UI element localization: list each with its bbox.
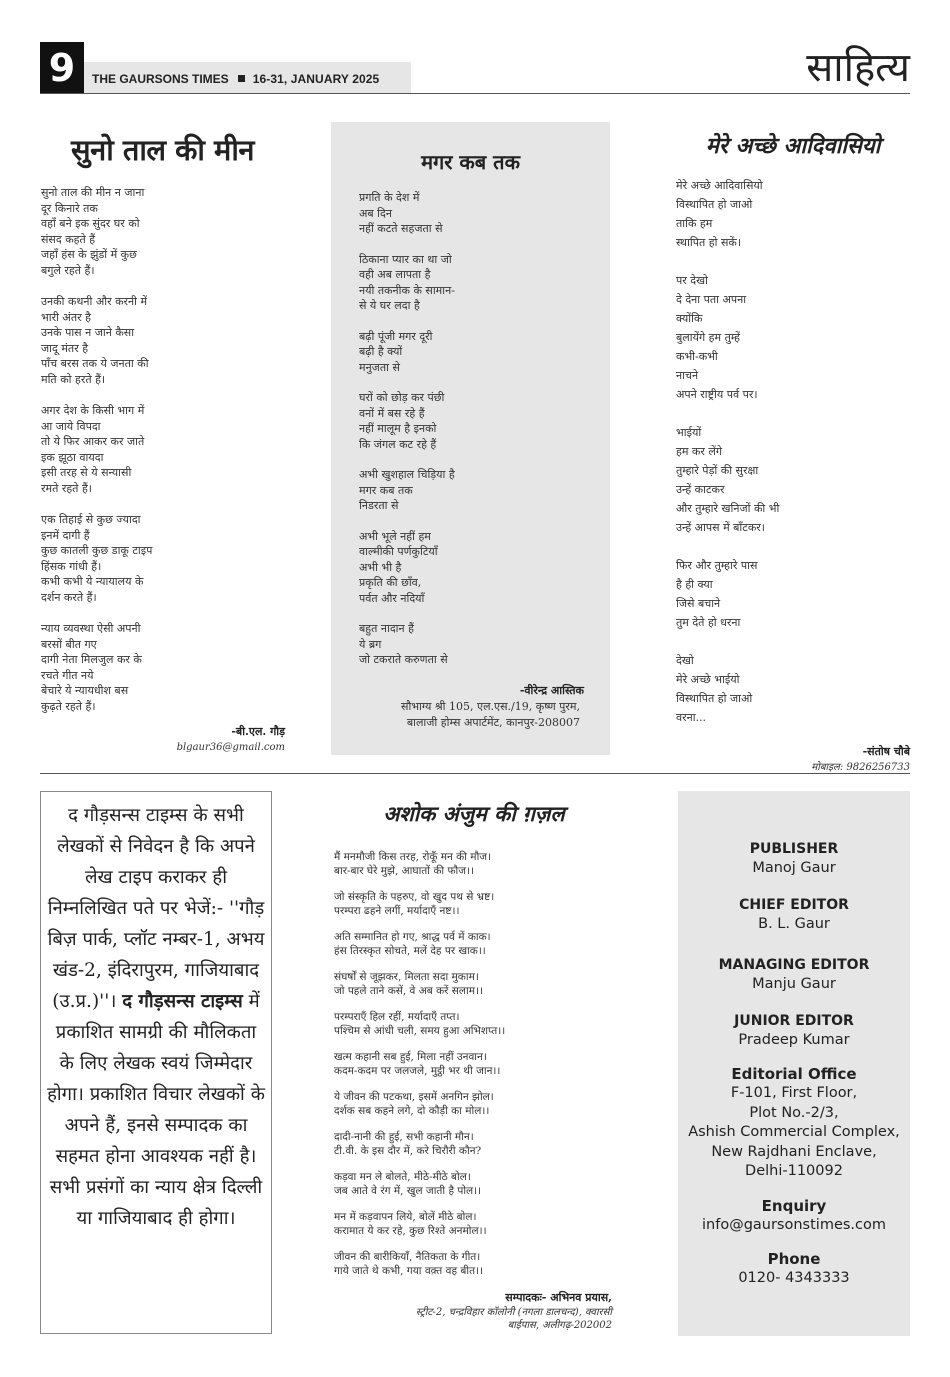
separator-square-icon: [238, 75, 245, 82]
poem-line: सुनो ताल की मीन न जाना: [41, 186, 145, 199]
poem-title: मेरे अच्छे आदिवासियो: [705, 133, 881, 159]
poem-stanza: [676, 176, 910, 252]
poem-line: अपने राष्ट्रीय पर्व पर।: [676, 388, 758, 401]
poem-mere-achhe-adivasiyo: [676, 130, 910, 775]
ghazal-title: अशोक अंजुम की ग़ज़ल: [383, 801, 565, 826]
top-divider: [40, 93, 910, 94]
poem-line: क्योंकि: [676, 312, 703, 325]
notice-text: में प्रकाशित सामग्री की मौलिकता के लिए लेखक स्वयं जिम्मेदार होगा। प्रकाशित विचार लेखकों के अपने हैं, इनसे सम्पादक का सहमत होना आवश्यक नहीं है। सभी प्रसंगों का न्याय क्षेत्र दिल्ली या गाजियाबाद ही होगा।: [47, 991, 265, 1229]
office-address-line: Plot No.-2/3,: [749, 1104, 839, 1121]
poem-line: दादी-नानी की हुई, सभी कहानी मौन।: [334, 1131, 474, 1143]
author-notice-box: [40, 791, 272, 1334]
poem-line: मगर कब तक: [359, 483, 413, 497]
poem-suno-taal: [40, 130, 285, 755]
issue-date: 16-31, JANUARY 2025: [252, 71, 380, 86]
poem-line: जो पहले ताने कसें, वे अब करें सलाम।।: [334, 985, 483, 997]
poem-line: रमते रहते हैं।: [41, 481, 92, 495]
ghazal-couplet: [334, 850, 614, 878]
office-address-line: Ashish Commercial Complex,: [688, 1124, 900, 1140]
poem-line: हिंसक गांधी हैं।: [41, 559, 102, 573]
poem-line: बहुत नादान हैं: [359, 622, 414, 635]
ghazal-ashok-anjum: [334, 800, 614, 1332]
poem-line: अगर देश के किसी भाग में: [41, 404, 145, 417]
managing-editor-label: MANAGING EDITOR: [718, 957, 870, 973]
poem-line: भाईयों: [676, 426, 702, 439]
paper-name: THE GAURSONS TIMES: [92, 71, 229, 86]
poem-title: मगर कब तक: [421, 150, 520, 174]
poem-stanza: [41, 621, 285, 714]
poem-line: स्थापित हो सकें।: [676, 236, 742, 249]
poem-stanza: [41, 403, 285, 496]
poem-body: [331, 190, 610, 668]
poem-line: और तुम्हारे खनिजों की भी: [676, 502, 780, 515]
poem-line: कदम-कदम पर जलजले, मुट्ठी भर थी जान।।: [334, 1065, 501, 1077]
poem-line: नयी तकनीक के सामान-: [359, 283, 455, 297]
poem-body: [40, 185, 285, 714]
poem-line: नहीं कटते सहजता से: [359, 222, 443, 235]
poem-line: इसी तरह से ये सन्यासी: [41, 466, 132, 479]
poem-line: जीवन की बारीकियाँ, नैतिकता के गीत।: [334, 1251, 481, 1263]
junior-editor-name: Pradeep Kumar: [738, 1031, 850, 1048]
poem-stanza: [41, 512, 285, 605]
poem-line: हंस तिरस्कृत सोचते, मलें देह पर खाक।।: [334, 945, 486, 957]
poem-line: से ये घर लदा है: [359, 299, 420, 312]
ghazal-couplet: [334, 1210, 614, 1238]
poem-line: बेचारे ये न्यायधीश बस: [41, 684, 129, 697]
ghazal-couplet: [334, 1170, 614, 1198]
poem-line: है ही क्या: [676, 578, 713, 591]
poem-line: उन्हें काटकर: [676, 483, 725, 496]
poem-line: बरसों बीत गए: [41, 637, 97, 651]
poem-line: दूर किनारे तक: [41, 201, 98, 215]
poem-stanza: [359, 529, 610, 607]
ghazal-couplet: [334, 1050, 614, 1078]
poem-author: -वीरेन्द्र आस्तिक: [519, 683, 584, 697]
poem-line: नाचने: [676, 369, 699, 382]
poem-stanza: [359, 390, 610, 452]
poem-line: हम कर लेंगे: [676, 445, 723, 458]
poem-line: मैं मनमौजी किस तरह, रोकूँ मन की मौज।: [334, 851, 492, 863]
poem-line: वही अब लापता है: [359, 268, 431, 281]
poem-line: संघर्षों से जूझकर, मिलता सदा मुकाम।: [334, 971, 479, 983]
poem-line: बुलायेंगे हम तुम्हें: [676, 331, 741, 344]
poem-line: जिसे बचाने: [676, 597, 721, 610]
poem-line: पश्चिम से आंधी चली, समय हुआ अभिशप्त।।: [334, 1025, 506, 1037]
poem-line: कभी कभी ये न्यायालय के: [41, 575, 144, 588]
poem-author: -बी.एल. गौड़: [231, 725, 285, 738]
poem-line: पर्वत और नदियाँ: [359, 591, 425, 605]
poem-line: भारी अंतर है: [41, 310, 91, 324]
poem-line: रचते गीत नये: [41, 668, 94, 682]
poem-stanza: [359, 190, 610, 237]
ghazal-couplet: [334, 930, 614, 958]
poem-author: -संतोष चौबे: [862, 745, 910, 758]
poem-line: दागी नेता मिलजुल कर के: [41, 653, 142, 666]
poem-line: मनुजता से: [359, 360, 400, 374]
editor-address-line: बाईपास, अलीगढ़-202002: [507, 1320, 612, 1331]
poem-line: परम्परा ढहने लगीं, मर्यादाएँ नष्ट।।: [334, 905, 460, 917]
poem-line: उनके पास न जाने कैसा: [41, 326, 135, 339]
poem-stanza: [676, 651, 910, 727]
office-address-line: New Rajdhani Enclave,: [711, 1143, 877, 1160]
chief-editor-name: B. L. Gaur: [758, 915, 830, 932]
office-address-line: F-101, First Floor,: [730, 1085, 858, 1101]
poem-line: परम्पराएँ हिल रहीं, मर्यादाएँ तप्त।: [334, 1011, 460, 1023]
poem-line: नहीं मालूम है इनको: [359, 422, 437, 435]
poem-line: करामात ये कर रहे, कुछ रिश्ते अनमोल।।: [334, 1225, 487, 1237]
middle-divider: [40, 773, 910, 774]
poem-line: जब आते वे रंग में, खुल जाती है पोल।।: [334, 1185, 482, 1197]
poem-line: कुछ कातली कुछ डाकू टाइप: [41, 544, 153, 557]
poem-line: बढ़ी पूंजी मगर दूरी: [359, 329, 433, 343]
ghazal-editor: सम्पादकः- अभिनव प्रयास,: [505, 1291, 612, 1304]
enquiry-email[interactable]: info@gaursonstimes.com: [702, 1216, 886, 1233]
poem-line: मेरे अच्छे भाईयो: [676, 673, 740, 686]
poem-line: दर्शक सब कहने लगे, दो कौड़ी का मोल।।: [334, 1105, 490, 1117]
page-number: 9: [40, 42, 84, 94]
phone-number: 0120- 4343333: [738, 1270, 850, 1286]
poem-line: बार-बार घेरे मुझे, आघातों की फौज।।: [334, 865, 475, 877]
poem-line: बढ़ी है क्यों: [359, 345, 403, 358]
poem-line: फिर और तुम्हारे पास: [676, 559, 758, 572]
poem-line: जो टकराते करुणता से: [359, 653, 448, 666]
author-mobile: मोबाइल: 9826256733: [811, 762, 910, 773]
poem-line: तो ये फिर आकर कर जाते: [41, 435, 145, 448]
poem-line: देखो: [676, 654, 694, 667]
poem-stanza: [359, 252, 610, 314]
poem-line: तुम्हारे पेड़ों की सुरक्षा: [676, 464, 759, 477]
poem-line: ये ब्रग: [359, 637, 382, 651]
poem-line: उन्हें आपस में बाँटकर।: [676, 521, 765, 534]
masthead-strip: [84, 62, 411, 94]
poem-line: कुढ़ते रहते हैं।: [41, 699, 96, 713]
ghazal-couplet: [334, 1130, 614, 1158]
ghazal-couplet: [334, 890, 614, 918]
poem-line: इक झूठा वायदा: [41, 450, 104, 464]
office-label: Editorial Office: [731, 1065, 857, 1083]
publisher-name: Manoj Gaur: [752, 860, 836, 876]
poem-magar-kab-tak: [331, 122, 610, 755]
poem-line: विस्थापित हो जाओ: [676, 692, 753, 705]
publisher-label: PUBLISHER: [749, 841, 839, 857]
poem-line: इनमें दागी हैं: [41, 528, 90, 542]
poem-line: खत्म कहानी सब हुई, मिला नहीं उनवान।: [334, 1051, 487, 1063]
poem-stanza: [41, 185, 285, 278]
poem-line: कड़वा मन ले बोलते, मीठे-मीठे बोल।: [334, 1171, 471, 1183]
publisher-box: [678, 791, 910, 1336]
poem-stanza: [359, 329, 610, 376]
poem-line: वहाँ बने इक सुंदर घर को: [41, 217, 140, 230]
poem-line: मेरे अच्छे आदिवासियो: [676, 179, 763, 192]
author-address-line: सौभाग्य श्री 105, एल.एस./19, कृष्ण पुरम,: [401, 699, 580, 713]
ghazal-couplet: [334, 1010, 614, 1038]
poem-line: जादू मंतर है: [41, 341, 89, 355]
poem-line: अभी भी है: [359, 560, 402, 574]
poem-line: पाँच बरस तक ये जनता की: [41, 357, 149, 370]
poem-line: अभी भूले नहीं हम: [359, 529, 431, 543]
poem-line: ठिकाना प्यार का था जो: [359, 252, 452, 266]
poem-line: जो संस्कृति के पहरुए, वो खुद पथ से भ्रष्ट।: [334, 891, 495, 903]
managing-editor-name: Manju Gaur: [752, 976, 836, 992]
poem-line: आ जाये विपदा: [41, 419, 101, 433]
poem-line: जहाँ हंस के झुंडों में कुछ: [41, 248, 137, 261]
poem-line: तुम देते हो धरना: [676, 616, 741, 629]
poem-line: ताकि हम: [676, 217, 713, 230]
ghazal-couplet: [334, 1090, 614, 1118]
author-email: blgaur36@gmail.com: [176, 742, 285, 753]
poem-line: अति सम्मानित हो गए, श्राद्ध पर्व में काक।: [334, 931, 491, 943]
poem-title: सुनो ताल की मीन: [71, 133, 254, 167]
poem-line: कि जंगल कट रहे हैं: [359, 437, 437, 451]
poem-line: पर देखो: [676, 274, 708, 287]
poem-line: दे देना पता अपना: [676, 293, 747, 306]
poem-line: प्रकृति की छाँव,: [359, 576, 422, 589]
poem-line: वरना...: [676, 711, 707, 724]
chief-editor-label: CHIEF EDITOR: [739, 896, 849, 913]
poem-line: ये जीवन की पटकथा, इसमें अनगिन झोल।: [334, 1091, 494, 1103]
ghazal-couplet: [334, 970, 614, 998]
poem-line: घरों को छोड़ कर पंछी: [359, 391, 445, 404]
phone-label: Phone: [767, 1250, 821, 1268]
notice-text: द गौड़सन्स टाइम्स के सभी लेखकों से निवेदन है कि अपने लेख टाइप कराकर ही निम्नलिखित पते पर भेजें:- ''गौड़ बिज़ पार्क, प्लॉट नम्बर-1, अभय खंड-2, इंदिरापुरम, गाजियाबाद (उ.प्र.)''।: [47, 805, 265, 1012]
poem-line: विस्थापित हो जाओ: [676, 198, 753, 211]
poem-stanza: [359, 467, 610, 514]
poem-line: मति को हरते हैं।: [41, 372, 106, 386]
author-address-line: बालाजी होम्स अपार्टमेंट, कानपुर-208007: [406, 715, 580, 729]
poem-stanza: [676, 556, 910, 632]
section-title: साहित्य: [806, 45, 910, 91]
poem-line: संसद कहते हैं: [41, 232, 96, 246]
poem-stanza: [676, 271, 910, 404]
poem-line: वनों में बस रहे हैं: [359, 406, 425, 420]
poem-line: अब दिन: [359, 206, 392, 220]
poem-line: एक तिहाई से कुछ ज्यादा: [41, 513, 141, 526]
poem-line: न्याय व्यवस्था ऐसी अपनी: [41, 622, 141, 635]
poem-stanza: [41, 294, 285, 387]
poem-line: दर्शन करते हैं।: [41, 590, 97, 604]
notice-paper-name: द गौड़सन्स टाइम्स: [122, 991, 243, 1012]
poem-line: बगुले रहते हैं।: [41, 263, 95, 277]
poem-line: अभी खुशहाल चिड़िया है: [359, 468, 455, 481]
poem-line: उनकी कथनी और करनी में: [41, 295, 148, 308]
poem-body: [676, 176, 910, 727]
poem-line: वाल्मीकी पर्णकुटियाँ: [359, 545, 438, 558]
poem-line: गाये जाते थे कभी, गया वक़्त वह बीत।।: [334, 1265, 484, 1277]
poem-line: प्रगति के देश में: [359, 191, 420, 204]
poem-line: टी.वी. के इस दौर में, करे चिरौरी कौन?: [334, 1145, 482, 1157]
ghazal-body: [334, 850, 614, 1278]
enquiry-label: Enquiry: [761, 1196, 827, 1215]
junior-editor-label: JUNIOR EDITOR: [734, 1012, 854, 1029]
poem-stanza: [359, 621, 610, 668]
poem-line: मन में कड़वापन लिये, बोलें मीठे बोल।: [334, 1211, 477, 1223]
poem-line: कभी-कभी: [676, 350, 718, 363]
editor-address-line: स्ट्रीट-2, चन्द्रविहार कॉलोनी (नगला डालचन्द), क्वारसी: [415, 1307, 612, 1318]
poem-line: निडरता से: [359, 499, 399, 512]
poem-stanza: [676, 423, 910, 537]
office-address-line: Delhi-110092: [745, 1163, 843, 1179]
ghazal-couplet: [334, 1250, 614, 1278]
